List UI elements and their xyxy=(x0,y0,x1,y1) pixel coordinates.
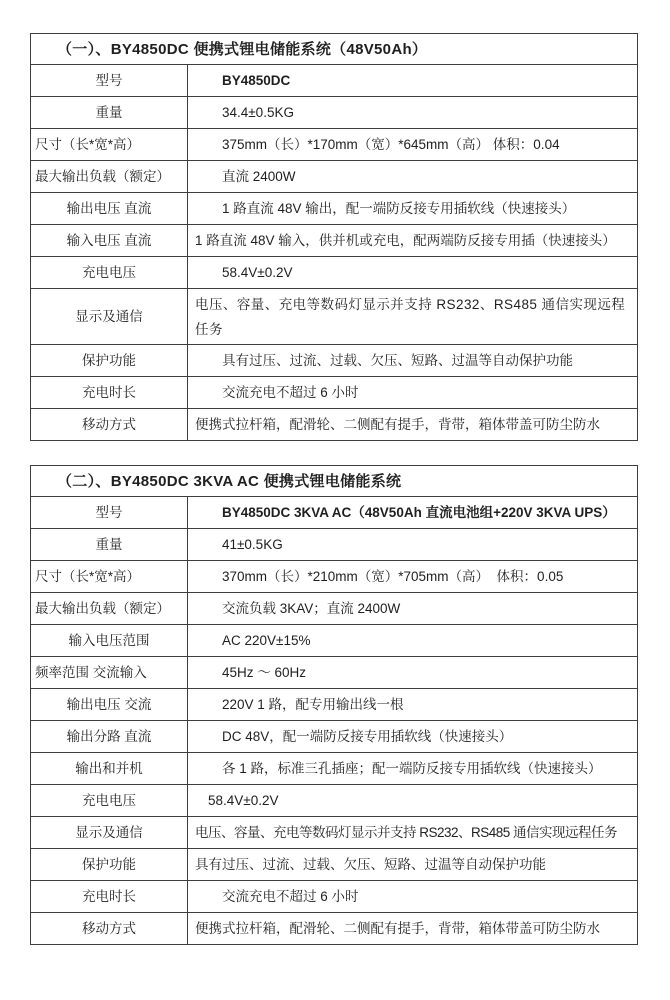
spec-label: 显示及通信 xyxy=(31,817,188,849)
spec-label: 充电电压 xyxy=(31,257,188,289)
spec-value: 便携式拉杆箱，配滑轮、二侧配有提手，背带，箱体带盖可防尘防水 xyxy=(188,913,638,945)
spec-row xyxy=(31,193,638,225)
table1-title: （一）、BY4850DC 便携式锂电储能系统（48V50Ah） xyxy=(31,34,638,65)
spec-value: 各 1 路，标准三孔插座；配一端防反接专用插软线（快速接头） xyxy=(188,753,638,785)
table-row xyxy=(31,466,638,497)
spec-value: 电压、容量、充电等数码灯显示并支持 RS232、RS485 通信实现远程任务 xyxy=(188,817,638,849)
spec-row xyxy=(31,345,638,377)
spec-value: DC 48V，配一端防反接专用插软线（快速接头） xyxy=(188,721,638,753)
spec-row xyxy=(31,625,638,657)
spec-label: 最大输出负载（额定） xyxy=(31,161,188,193)
spec-label: 尺寸（长*宽*高） xyxy=(31,561,188,593)
spec-row xyxy=(31,689,638,721)
spec-label: 充电时长 xyxy=(31,377,188,409)
spec-label: 输出和并机 xyxy=(31,753,188,785)
spec-value: BY4850DC 3KVA AC（48V50Ah 直流电池组+220V 3KVA UPS） xyxy=(188,497,638,529)
spec-row xyxy=(31,161,638,193)
spec-label: 型号 xyxy=(31,497,188,529)
spec-table-1 xyxy=(30,33,638,441)
spec-value: 45Hz ～ 60Hz xyxy=(188,657,638,689)
spec-label: 移动方式 xyxy=(31,409,188,441)
spec-row xyxy=(31,529,638,561)
spec-row xyxy=(31,657,638,689)
spec-label: 输出分路 直流 xyxy=(31,721,188,753)
spec-value: 220V 1 路，配专用输出线一根 xyxy=(188,689,638,721)
spec-value: 具有过压、过流、过载、欠压、短路、过温等自动保护功能 xyxy=(188,849,638,881)
spec-table-2 xyxy=(30,465,638,945)
spec-value: 1 路直流 48V 输出，配一端防反接专用插软线（快速接头） xyxy=(188,193,638,225)
spec-row xyxy=(31,561,638,593)
spec-label: 最大输出负载（额定） xyxy=(31,593,188,625)
spec-label: 保护功能 xyxy=(31,849,188,881)
spec-row xyxy=(31,257,638,289)
spec-value: 41±0.5KG xyxy=(188,529,638,561)
spec-label: 输出电压 交流 xyxy=(31,689,188,721)
spec-row xyxy=(31,97,638,129)
spec-value: 370mm（长）*210mm（宽）*705mm（高） 体积：0.05 xyxy=(188,561,638,593)
spec-row xyxy=(31,785,638,817)
spec-label: 尺寸（长*宽*高） xyxy=(31,129,188,161)
spec-value: 58.4V±0.2V xyxy=(188,785,638,817)
spec-label: 重量 xyxy=(31,97,188,129)
spec-row xyxy=(31,593,638,625)
spec-row xyxy=(31,225,638,257)
spec-value: 直流 2400W xyxy=(188,161,638,193)
spec-label: 显示及通信 xyxy=(31,289,188,345)
spec-label: 频率范围 交流输入 xyxy=(31,657,188,689)
spec-value: 58.4V±0.2V xyxy=(188,257,638,289)
spec-row xyxy=(31,129,638,161)
spec-label: 保护功能 xyxy=(31,345,188,377)
spec-value: 34.4±0.5KG xyxy=(188,97,638,129)
spec-value: 电压、容量、充电等数码灯显示并支持 RS232、RS485 通信实现远程任务 xyxy=(188,289,638,345)
spec-value: 交流负载 3KAV；直流 2400W xyxy=(188,593,638,625)
spec-value: 交流充电不超过 6 小时 xyxy=(188,881,638,913)
spec-value: 1 路直流 48V 输入，供并机或充电，配两端防反接专用插（快速接头） xyxy=(188,225,638,257)
table2-title: （二）、BY4850DC 3KVA AC 便携式锂电储能系统 xyxy=(31,466,638,497)
spec-value: 375mm（长）*170mm（宽）*645mm（高） 体积：0.04 xyxy=(188,129,638,161)
spec-label: 输出电压 直流 xyxy=(31,193,188,225)
spec-label: 输入电压 直流 xyxy=(31,225,188,257)
spec-value: BY4850DC xyxy=(188,65,638,97)
spec-label: 充电时长 xyxy=(31,881,188,913)
spec-row xyxy=(31,881,638,913)
spec-row xyxy=(31,497,638,529)
spec-value: 具有过压、过流、过载、欠压、短路、过温等自动保护功能 xyxy=(188,345,638,377)
spec-row xyxy=(31,65,638,97)
spec-row xyxy=(31,289,638,345)
spec-label: 移动方式 xyxy=(31,913,188,945)
spec-row xyxy=(31,721,638,753)
spec-row xyxy=(31,913,638,945)
spec-row xyxy=(31,849,638,881)
spec-row xyxy=(31,409,638,441)
spec-label: 充电电压 xyxy=(31,785,188,817)
spec-row xyxy=(31,753,638,785)
table-row xyxy=(31,34,638,65)
spec-label: 重量 xyxy=(31,529,188,561)
spec-value: 便携式拉杆箱，配滑轮、二侧配有提手，背带，箱体带盖可防尘防水 xyxy=(188,409,638,441)
spec-label: 输入电压范围 xyxy=(31,625,188,657)
spec-label: 型号 xyxy=(31,65,188,97)
spec-row xyxy=(31,817,638,849)
spec-row xyxy=(31,377,638,409)
spec-value: 交流充电不超过 6 小时 xyxy=(188,377,638,409)
spec-value: AC 220V±15% xyxy=(188,625,638,657)
